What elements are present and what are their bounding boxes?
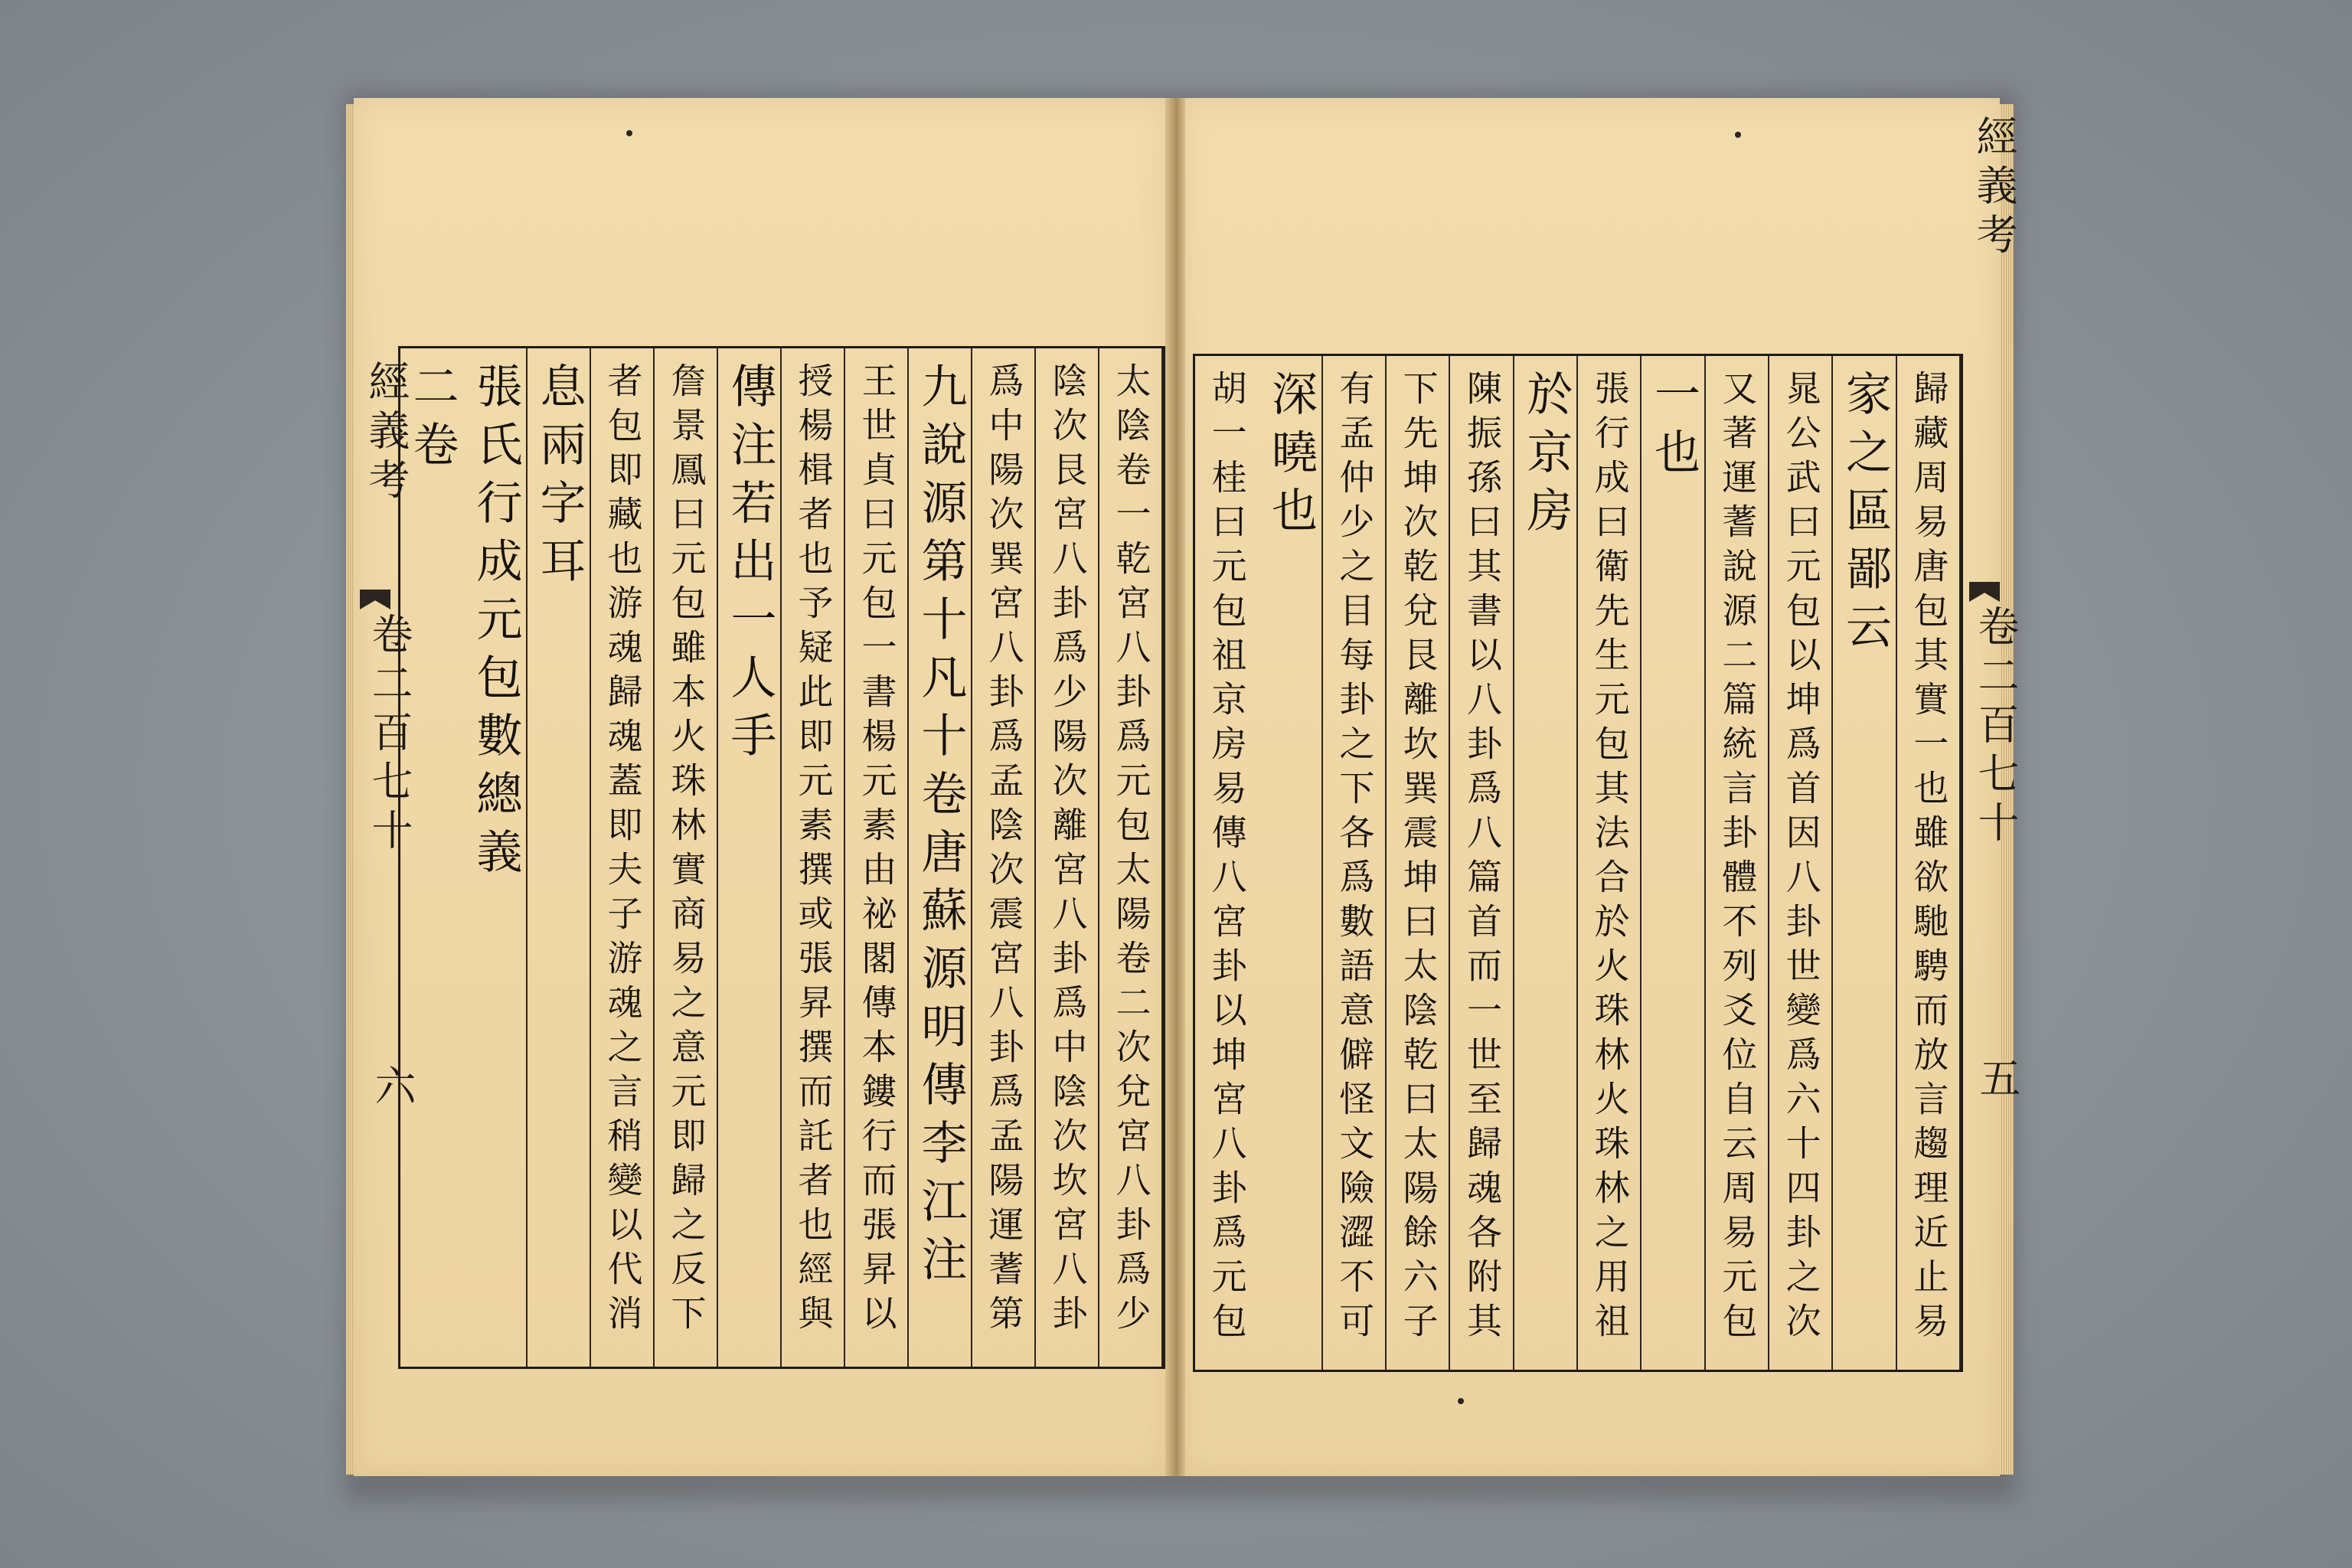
column-text: 陰次艮宮八卦爲少陽次離宮八卦爲中陰次坎宮八卦 bbox=[1047, 362, 1089, 1339]
text-column bbox=[782, 348, 845, 1367]
text-column bbox=[1706, 356, 1769, 1370]
left-banxin-page-number: 六 bbox=[368, 1064, 416, 1113]
page-dot bbox=[1735, 132, 1741, 138]
column-text: 王世貞曰元包一書楊元素由祕閣傳本鏤行而張昇以 bbox=[856, 362, 898, 1339]
text-column bbox=[718, 348, 782, 1367]
column-text: 爲中陽次巽宮八卦爲孟陰次震宮八卦爲孟陽運蓍第 bbox=[983, 362, 1025, 1339]
column-text: 一也 bbox=[1647, 370, 1700, 486]
right-banxin-page-number: 五 bbox=[1973, 1057, 2021, 1106]
text-column bbox=[1514, 356, 1578, 1370]
column-text: 太陰卷一乾宮八卦爲元包太陽卷二次兌宮八卦爲少 bbox=[1110, 362, 1152, 1339]
text-column bbox=[655, 348, 718, 1367]
column-text: 家之區鄙云 bbox=[1838, 370, 1892, 661]
column-text: 張行成曰衛先生元包其法合於火珠林火珠林之用祖 bbox=[1589, 370, 1631, 1347]
book-gutter bbox=[1165, 98, 1185, 1476]
right-banxin-title: 經義考 bbox=[1970, 115, 2018, 262]
column-text: 有孟仲少之目每卦之下各爲數語意僻怪文險澀不可 bbox=[1334, 370, 1376, 1347]
text-column bbox=[464, 348, 528, 1367]
column-text: 陳振孫曰其書以八卦爲八篇首而一世至歸魂各附其 bbox=[1462, 370, 1503, 1347]
text-column bbox=[1578, 356, 1642, 1370]
column-text: 深曉也 bbox=[1264, 370, 1318, 544]
column-text: 於京房 bbox=[1519, 370, 1573, 544]
text-column bbox=[1387, 356, 1450, 1370]
text-column bbox=[909, 348, 972, 1367]
column-text: 張氏行成元包數總義 bbox=[469, 362, 523, 886]
column-text: 九說源第十凡十卷唐蘇源明傳李江注 bbox=[913, 362, 968, 1293]
text-column bbox=[1323, 356, 1387, 1370]
text-column bbox=[1259, 356, 1322, 1370]
text-column bbox=[972, 348, 1036, 1367]
text-column bbox=[591, 348, 655, 1367]
text-column bbox=[1036, 348, 1099, 1367]
column-text: 二卷 bbox=[405, 362, 459, 479]
column-text: 傳注若出一人手 bbox=[723, 362, 777, 769]
left-banxin-title: 經義考 bbox=[362, 360, 410, 507]
column-text: 又著運蓍說源二篇統言卦體不列爻位自云周易元包 bbox=[1717, 370, 1759, 1347]
column-text: 息兩字耳 bbox=[532, 362, 586, 595]
left-banxin-volume: 卷二百七十 bbox=[365, 612, 413, 858]
text-column bbox=[1833, 356, 1896, 1370]
column-text: 者包即藏也游魂歸魂蓋即夫子游魂之言稍變以代消 bbox=[602, 362, 644, 1339]
column-text: 胡一桂曰元包祖京房易傳八宮卦以坤宮八卦爲元包 bbox=[1206, 370, 1248, 1347]
column-text: 下先坤次乾兌艮離坎巽震坤曰太陰乾曰太陽餘六子 bbox=[1397, 370, 1439, 1347]
text-column bbox=[1897, 356, 1961, 1370]
text-column bbox=[1195, 356, 1259, 1370]
text-column bbox=[528, 348, 591, 1367]
text-column bbox=[845, 348, 909, 1367]
text-column bbox=[1769, 356, 1833, 1370]
right-text-frame bbox=[1193, 354, 1963, 1372]
left-text-frame bbox=[398, 346, 1165, 1369]
column-text: 晁公武曰元包以坤爲首因八卦世變爲六十四卦之次 bbox=[1780, 370, 1822, 1347]
page-dot bbox=[1458, 1398, 1464, 1404]
text-column bbox=[1642, 356, 1705, 1370]
column-text: 詹景鳳曰元包雖本火珠林實商易之意元即歸之反下 bbox=[665, 362, 707, 1339]
column-text: 歸藏周易唐包其實一也雖欲馳騁而放言趨理近止易 bbox=[1908, 370, 1950, 1347]
page-dot bbox=[626, 130, 632, 136]
column-text: 授楊楫者也予疑此即元素撰或張昇撰而託者也經與 bbox=[792, 362, 835, 1339]
right-banxin-volume: 卷二百七十 bbox=[1971, 605, 2020, 850]
text-column bbox=[1450, 356, 1514, 1370]
text-column bbox=[1099, 348, 1163, 1367]
